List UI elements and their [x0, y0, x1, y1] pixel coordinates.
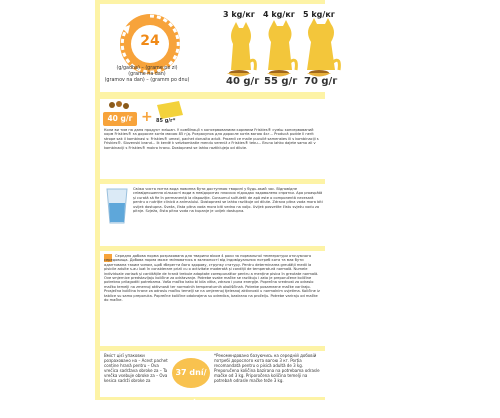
left-margin [0, 0, 95, 400]
units-line-2: (grame na dan) [128, 72, 166, 77]
bottom-right-text: *Рекомендовано базуючись на середній добовій потребі дорослого кота вагою 3 кг. Porția recomandată pentru o pisică adultă de 3 kg. Preporučena količina bazirana na potrebama odrasle mačke od 3 kg. Priporočena količina temelji na potrebah odrasle mačke teže 3 kg. [214, 353, 320, 383]
weight-label-1: 3 kg/кг [223, 10, 255, 19]
dry-amount-badge [103, 112, 137, 126]
clock-label: 24 [140, 33, 160, 49]
cat-icon [262, 20, 298, 74]
wet-amount: 85 g/г* [156, 118, 176, 124]
days-badge [172, 358, 210, 407]
mix-text: Коли ви тим на даня продукт змішан. У комбінації з консервованими кормами Friskies® суміш консервований корм Friskies® за доросле котів масою 85 г/д. Розрахунок для доросле котів вагою 4кг... Producă pudde Il nerit strope sak il kombinasi s: Friskies® umezi, pachet dorusita adult. Prozedi ce maile puvuilé samenstes ili s kombinaciji s Friskies®. Slovenski brand... Ik kerdé k vetzkomkatie mendu vereniž z Friskies® tebu... Bruno lahko dajete samo ali v kombinaciji s Friskies® mokro hrano. Dostopnest se lahko raztiklujejo od dilute. [104, 128, 319, 150]
days-badge-text: 37 dní/днів [175, 368, 207, 407]
weight-label-3: 5 kg/кг [303, 10, 335, 19]
wet-food-pack-icon [155, 101, 185, 119]
amount-label-2: 55 g/г [264, 76, 298, 87]
water-text: Свіжа чиста питна вода повинна бути доступною тварині у будь-який час. Відповідне співвідношення кількості води в невідкритих плоских підходах задоволено спрятки. Apa proaspătă și curată să fie în permanență la dispoziție. Consumul sulfuletit de apă este o componentă necesară pentru o nutriție clinică a animalului. Dostopnest se lahko razlikuje od dilute. Zdrava pitna voda mora biti uvijek dostupna. Sveža, čista pitna voda mora biti vedno na voljo. Uvijek posvetite čistu svježu vodu za pitnje. Svježa, čista pitna voda na kupanje je uvijek dostupna. [133, 187, 323, 214]
dry-amount: 40 g/г [107, 114, 133, 123]
water-glass-icon [104, 187, 130, 225]
cat-icon [301, 18, 341, 74]
amount-label-3: 70 g/г [304, 76, 338, 87]
plus-sign: + [141, 109, 153, 125]
units-text [102, 66, 192, 84]
bottom-left-text: Вміст цієї упаковки розраховано на – Acest pachet conține hrană pentru – Ova vrećica sadržava obroke za – Ta vrečka vsebuje obroke za – Ova kesica sadrži obroke za [104, 353, 168, 383]
amount-label-1: 40 g/г [226, 76, 260, 87]
guide-text: Середня добова норма розрахована для тварини віком 4 роки за нормальної температури оточуючого середовища. Добова норма може змінюватись в залежності від індивідуальних потреб кота та має бути адаптована таким чином, щоб зберегти його здорову, струнку статуру. Pentru determinarea greutății medii la pisicile adulte s-au luat în considerare prizii cu o activitate moderată și condiții de temperatură normală. Numele individuale variază și cantitățile de hrană trebuie adaptate corespunzător pentru a menține pisica în greutate normală. Ove smjernice predstavljaju količine za održavanje. Potrebe svake mačke se razlikuju i zato je preporučene količine potrebno prilagoditi potrebama. Vaša mačka kako bi bila vitka, zdrava i puna energije. Poprečna vrednost za odraslo mačko temelji na zmernoj aktivnosti ter normalnih temperaturnih okoliščinah. Potrebe posamezne mačke variirajo. Prosječna količina hrane za odraslu mačku temelji se na umjerenoj tjelesnoj aktivnosti u normalnim uvjetima. Količine iz tablice su samo preporuka. Poprečne količine odobrajena su odredica, bastrano na pročelju. Potrebe variraju od mačke do mačke. [104, 254, 320, 303]
cat-icon [225, 22, 257, 74]
right-margin [325, 0, 500, 400]
units-line-3: (gramov na dan) – (gramm po dnu) [104, 78, 190, 83]
weight-label-2: 4 kg/кг [263, 10, 295, 19]
units-line-1: (g/gadha) – (grame pe zi) [116, 66, 178, 71]
